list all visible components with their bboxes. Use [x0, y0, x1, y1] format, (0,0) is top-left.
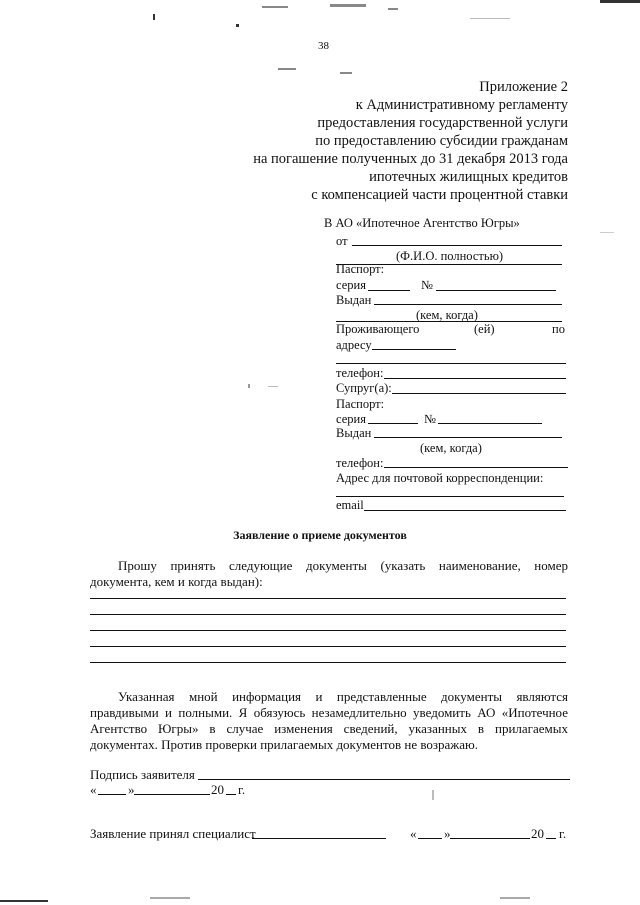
address-label: адресу	[336, 338, 372, 352]
signature-date-close: »	[128, 782, 135, 797]
documents-line[interactable]	[90, 646, 566, 647]
signature-date-open: «	[90, 782, 97, 797]
signature-year-suffix: г.	[238, 782, 246, 797]
residing-suffix: (ей)	[474, 322, 495, 336]
passport2-label: Паспорт:	[336, 397, 385, 411]
phone-label: телефон:	[336, 366, 384, 380]
documents-line[interactable]	[90, 614, 566, 615]
number2-label: №	[424, 412, 436, 426]
appendix-header	[253, 78, 568, 204]
number-field[interactable]	[436, 290, 556, 291]
address-field[interactable]	[372, 349, 456, 350]
signature-field[interactable]	[198, 779, 570, 780]
signature-month-field[interactable]	[134, 794, 210, 795]
address-field-2[interactable]	[336, 363, 566, 364]
postal-field[interactable]	[336, 496, 564, 497]
issued-field[interactable]	[374, 304, 562, 305]
accepted-signature-field[interactable]	[252, 838, 386, 839]
residing-label: Проживающего	[336, 322, 420, 336]
addressee: В АО «Ипотечное Агентство Югры»	[324, 216, 520, 230]
series2-label: серия	[336, 412, 366, 426]
documents-line[interactable]	[90, 662, 566, 663]
issued2-label: Выдан	[336, 426, 372, 440]
appendix-line: Приложение 2	[479, 79, 568, 95]
accepted-year-field[interactable]	[546, 838, 556, 839]
number2-field[interactable]	[438, 423, 542, 424]
series-field[interactable]	[368, 290, 410, 291]
signature-day-field[interactable]	[98, 794, 126, 795]
fio-hint: (Ф.И.О. полностью)	[396, 249, 504, 263]
request-paragraph: Прошу принять следующие документы (указать наименование, номер документа, кем и когда выдан):	[90, 558, 568, 589]
issued2-hint: (кем, когда)	[420, 441, 482, 455]
postal-label: Адрес для почтовой корреспонденции:	[336, 471, 544, 485]
signature-year-field[interactable]	[226, 794, 236, 795]
documents-line[interactable]	[90, 598, 566, 599]
appendix-line: предоставления государственной услуги	[317, 115, 568, 131]
series-label: серия	[336, 278, 366, 292]
email-label: email	[336, 498, 364, 512]
accepted-year-prefix: 20	[531, 826, 544, 841]
appendix-line: с компенсацией части процентной ставки	[311, 187, 568, 203]
email-field[interactable]	[364, 510, 566, 511]
from-field[interactable]	[352, 245, 562, 246]
issued-label: Выдан	[336, 293, 372, 307]
statement-paragraph: Указанная мной информация и представленные документы являются правдивыми и полными. Я обязуюсь незамедлительно уведомить АО «Ипотечное Агентство Югры» в случае изменения сведений, указанных в прилагаемых документах. Против проверки прилагаемых документов не возражаю.	[90, 689, 568, 752]
phone-field[interactable]	[384, 378, 566, 379]
passport-label: Паспорт:	[336, 262, 385, 276]
spouse-field[interactable]	[392, 393, 566, 394]
appendix-line: по предоставлению субсидии гражданам	[315, 133, 568, 149]
document-title: Заявление о приеме документов	[233, 528, 407, 542]
signature-year-prefix: 20	[211, 782, 224, 797]
accepted-label: Заявление принял специалист	[90, 826, 256, 841]
signature-label: Подпись заявителя	[90, 767, 195, 782]
series2-field[interactable]	[368, 423, 418, 424]
issued2-field[interactable]	[374, 437, 562, 438]
spouse-label: Супруг(а):	[336, 381, 392, 395]
appendix-line: к Административному регламенту	[355, 97, 568, 113]
documents-line[interactable]	[90, 630, 566, 631]
accepted-date-open: «	[410, 826, 417, 841]
from-label: от	[336, 234, 348, 248]
accepted-year-suffix: г.	[559, 826, 567, 841]
number-label: №	[421, 278, 433, 292]
phone2-field[interactable]	[384, 467, 568, 468]
issued-hint: (кем, когда)	[416, 308, 478, 322]
appendix-line: на погашение полученных до 31 декабря 2013 года	[253, 151, 568, 167]
appendix-line: ипотечных жилищных кредитов	[369, 169, 568, 185]
phone2-label: телефон:	[336, 456, 384, 470]
accepted-month-field[interactable]	[450, 838, 530, 839]
accepted-day-field[interactable]	[418, 838, 442, 839]
residing-by: по	[552, 322, 565, 336]
accepted-date-close: »	[444, 826, 451, 841]
page-number: 38	[318, 40, 329, 52]
